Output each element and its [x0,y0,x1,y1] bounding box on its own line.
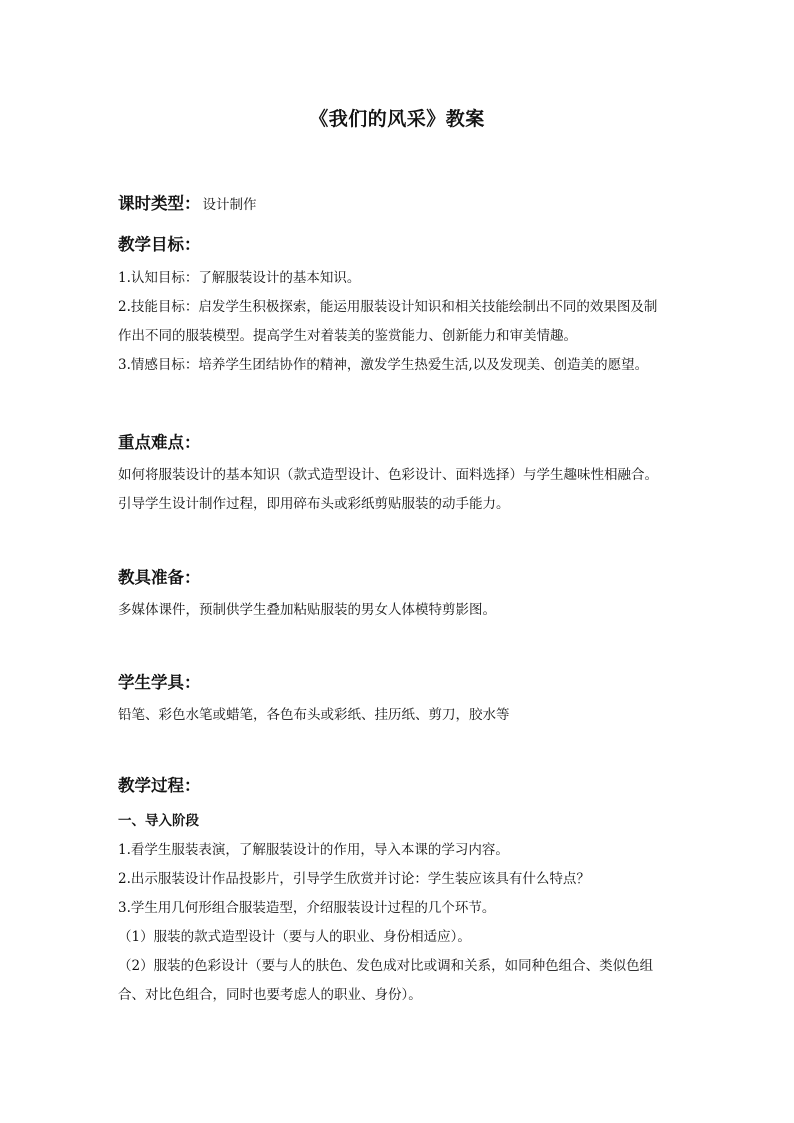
student-tool-line: 铅笔、彩色水笔或蜡笔，各色布头或彩纸、挂历纸、剪刀，胶水等 [118,707,510,723]
student-tools-section [118,701,694,730]
lesson-type-value: 设计制作 [202,197,257,213]
lesson-type-row [118,190,694,214]
student-tools-heading: 学生学具： [118,673,201,692]
key-points-section [118,461,694,519]
process-line: 合、对比色组合，同时也要考虑人的职业、身份）。 [118,987,422,1003]
objective-line: 2.技能目标：启发学生积极探索，能运用服装设计知识和相关技能绘制出不同的效果图及制 [118,299,658,315]
teaching-aids-section [118,596,694,625]
process-heading: 教学过程： [118,776,201,795]
document-title: 《我们的风采》教案 [309,108,485,130]
objective-line: 1.认知目标：了解服装设计的基本知识。 [118,270,361,286]
key-points-heading: 重点难点： [118,433,201,452]
process-line: （1）服装的款式造型设计（要与人的职业、身份相适应）。 [118,929,471,945]
objective-line: 3.情感目标：培养学生团结协作的精神，激发学生热爱生活,以及发现美、创造美的愿望。 [118,357,649,373]
process-line: （2）服装的色彩设计（要与人的肤色、发色成对比或调和关系，如同种色组合、类似色组 [118,958,654,974]
teaching-aids-heading: 教具准备： [118,568,201,587]
process-line: 3.学生用几何形组合服装造型，介绍服装设计过程的几个环节。 [118,900,496,916]
objectives-section [118,264,694,380]
key-point-line: 引导学生设计制作过程，即用碎布头或彩纸剪贴服装的动手能力。 [118,496,510,512]
teaching-aid-line: 多媒体课件，预制供学生叠加粘贴服装的男女人体模特剪影图。 [118,602,496,618]
process-line: 1.看学生服装表演，了解服装设计的作用，导入本课的学习内容。 [118,842,509,858]
process-section [118,836,694,1010]
objective-line: 作出不同的服装模型。提高学生对着装美的鉴赏能力、创新能力和审美情趣。 [118,328,577,344]
key-point-line: 如何将服装设计的基本知识（款式造型设计、色彩设计、面料选择）与学生趣味性相融合。 [118,467,658,483]
process-line: 2.出示服装设计作品投影片，引导学生欣赏并讨论：学生装应该具有什么特点？ [118,871,590,887]
stage-one-title: 一、导入阶段 [118,813,199,829]
objectives-heading: 教学目标： [118,235,201,254]
lesson-type-label: 课时类型： [118,194,201,213]
